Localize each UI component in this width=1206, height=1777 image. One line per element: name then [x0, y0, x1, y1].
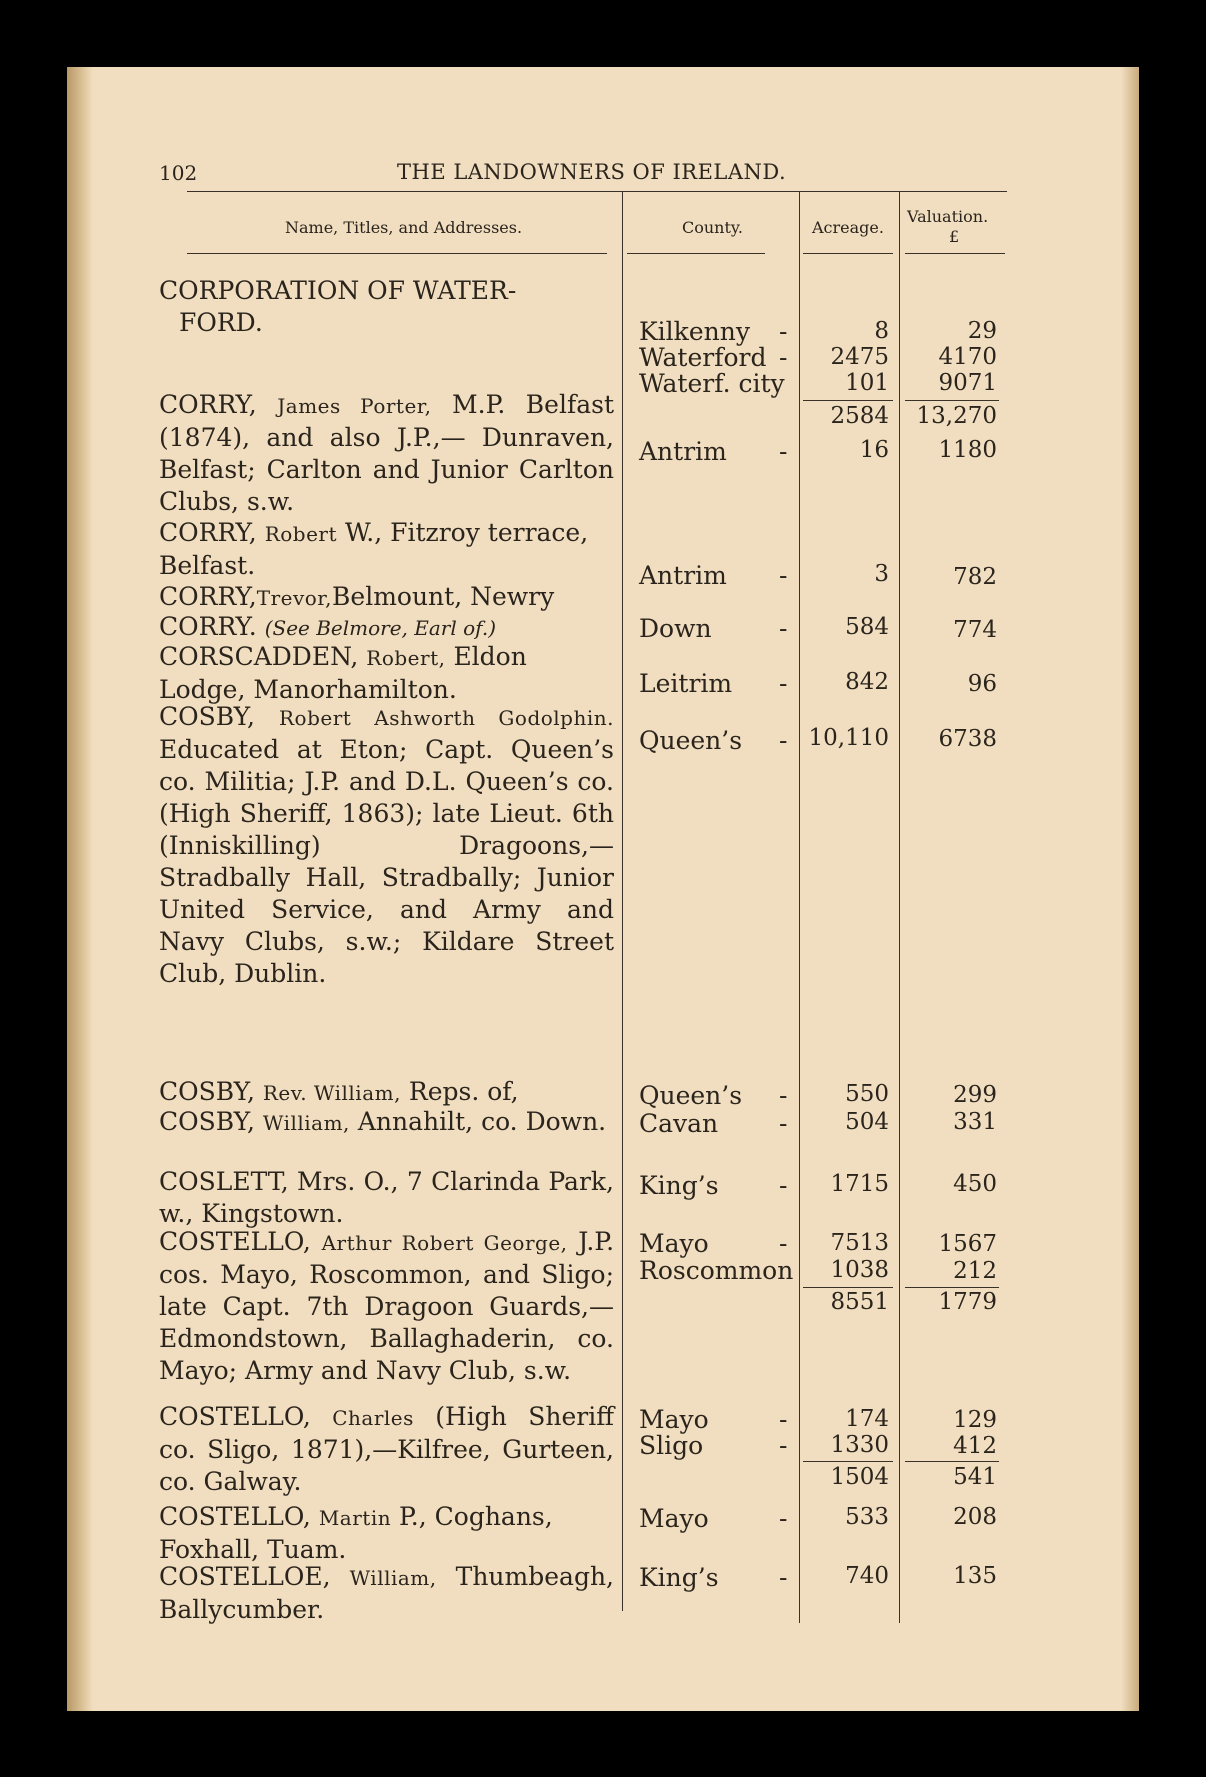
entry-rest: FORD. [179, 308, 263, 337]
column-rule-3 [899, 191, 900, 1623]
valuation-cell: 208 [953, 1504, 997, 1530]
valuation-cell: 450 [953, 1171, 997, 1197]
valuation-cell: 1180 [938, 437, 997, 463]
entry-rest: Educated at Eton; Capt. Queen’s co. Militia; J.P. and D.L. Queen’s co. (High Sheriff, 1863); late Lieut. 6th (Inniskilling) Dragoons,—Stradbally Hall, Stradbally; Junior United Service, and Army and Navy Clubs, s.w.; Kildare Street Club, Dublin. [159, 735, 614, 988]
entry-name [159, 1401, 614, 1498]
entry-given: Arthur Robert George, [321, 1231, 568, 1255]
entry-given: Trevor, [256, 586, 333, 610]
header-rule-name [187, 253, 607, 254]
acreage-cell: 533 [845, 1504, 889, 1530]
entry-name [159, 701, 614, 990]
valuation-cell: 135 [953, 1563, 997, 1589]
acreage-cell: 16 [859, 437, 889, 463]
entry-rest: M.P. Belfast (1874), and also J.P.,— Dunraven, Belfast; Carlton and Junior Carlton Clubs, s.w. [159, 390, 614, 516]
entry-surname: CORRY, [159, 582, 257, 611]
county-cell: Queen’s [639, 726, 743, 755]
entry-cross-reference: (See Belmore, Earl of.) [264, 616, 496, 640]
valuation-cell: 9071 [938, 370, 997, 396]
entry-surname: COSBY, [159, 1107, 255, 1136]
entry-name [159, 1076, 614, 1109]
entry-rest: W., Fitzroy terrace, Belfast. [159, 518, 589, 580]
entry-surname: CORRY. [159, 612, 257, 641]
county-cell: Kilkenny [639, 317, 750, 346]
county-dash: - [779, 669, 788, 698]
entry-given: Martin [318, 1506, 392, 1530]
acreage-total: 2584 [830, 403, 889, 429]
entry-name [159, 1166, 614, 1230]
entry-surname: COSTELLO, [159, 1227, 311, 1256]
running-title: THE LANDOWNERS OF IRELAND. [397, 160, 787, 184]
county-dash: - [779, 1431, 788, 1460]
acreage-cell: 101 [845, 370, 889, 396]
acreage-cell: 504 [845, 1109, 889, 1135]
entry-surname: CORSCADDEN, [159, 642, 359, 671]
acreage-cell: 1330 [830, 1432, 889, 1458]
acreage-total: 8551 [830, 1289, 889, 1315]
entry-rest: (High Sheriff co. Sligo, 1871),—Kilfree, Gurteen, co. Galway. [159, 1402, 614, 1496]
entry-rest: Eldon Lodge, Manorhamilton. [159, 642, 527, 704]
subtotal-rule [905, 1461, 999, 1462]
county-cell: Mayo [639, 1229, 709, 1258]
valuation-cell: 4170 [938, 344, 997, 370]
subtotal-rule [905, 400, 999, 401]
entry-surname: CORRY, [159, 390, 257, 419]
county-cell: King’s [639, 1171, 719, 1200]
entry-given: James Porter, [277, 394, 432, 418]
entry-rest: Reps. of, [408, 1077, 519, 1106]
valuation-cell: 6738 [938, 726, 997, 752]
acreage-cell: 1038 [830, 1257, 889, 1283]
subtotal-rule [803, 400, 893, 401]
county-cell: Mayo [639, 1405, 709, 1434]
county-cell: Queen’s [639, 1081, 743, 1110]
county-dash: - [779, 1504, 788, 1533]
entry-rest: Mrs. O., 7 Clarinda Park, w., Kingstown. [159, 1167, 615, 1228]
county-dash: - [779, 726, 788, 755]
entry-surname: CORPORATION OF WATER- [159, 276, 517, 305]
entry-given: William, [349, 1566, 437, 1590]
county-cell: Roscommon [639, 1256, 794, 1285]
county-dash: - [779, 561, 788, 590]
county-dash: - [779, 1563, 788, 1592]
county-cell: Antrim [639, 437, 727, 466]
column-header-county: County. [682, 218, 743, 237]
county-cell: Antrim [639, 561, 727, 590]
header-rule-valuation [905, 253, 1005, 254]
county-cell: Cavan [639, 1109, 719, 1138]
entry-name [159, 641, 614, 706]
entry-rest: J.P. cos. Mayo, Roscommon, and Sligo; late Capt. 7th Dragoon Guards,—Edmondstown, Ballaghaderin, co. Mayo; Army and Navy Club, s.w. [159, 1227, 615, 1385]
county-dash: - [779, 1229, 788, 1258]
entry-rest: Thumbeagh, Ballycumber. [159, 1562, 614, 1624]
valuation-cell: 782 [953, 564, 997, 590]
column-rule-2 [799, 191, 800, 1623]
subtotal-rule [803, 1461, 893, 1462]
entry-given: Charles [332, 1406, 414, 1430]
valuation-cell: 96 [967, 671, 997, 697]
entry-name [159, 389, 614, 518]
county-dash: - [779, 614, 788, 643]
entry-surname: CORRY, [159, 518, 257, 547]
header-top-rule [187, 191, 1007, 192]
county-cell: Waterford [639, 343, 767, 372]
county-dash: - [779, 317, 788, 346]
valuation-cell: 412 [953, 1433, 997, 1459]
county-dash: - [779, 1109, 788, 1138]
subtotal-rule [905, 1287, 999, 1288]
entry-surname: COSTELLO, [159, 1502, 311, 1531]
valuation-cell: 1567 [938, 1231, 997, 1257]
valuation-total: 541 [953, 1464, 997, 1490]
header-rule-county [627, 253, 765, 254]
valuation-cell: 331 [953, 1109, 997, 1135]
column-header-acreage: Acreage. [812, 218, 884, 237]
subtotal-rule [803, 1287, 893, 1288]
entry-surname: COSLETT, [159, 1167, 289, 1196]
county-dash: - [779, 1405, 788, 1434]
county-cell: Mayo [639, 1504, 709, 1533]
valuation-total: 13,270 [916, 403, 997, 429]
acreage-cell: 1715 [830, 1171, 889, 1197]
valuation-cell: 29 [967, 318, 997, 344]
entry-name [159, 1226, 614, 1387]
acreage-cell: 550 [845, 1081, 889, 1107]
acreage-cell: 584 [845, 614, 889, 640]
valuation-cell: 299 [953, 1082, 997, 1108]
entry-name [159, 517, 614, 582]
entry-surname: COSTELLO, [159, 1402, 311, 1431]
county-dash: - [779, 1081, 788, 1110]
entry-name [159, 1106, 614, 1139]
entry-rest: P., Coghans, Foxhall, Tuam. [159, 1502, 553, 1564]
acreage-cell: 3 [874, 561, 889, 587]
entry-surname: COSBY, [159, 1077, 255, 1106]
entry-name [159, 581, 614, 614]
county-dash: - [779, 1171, 788, 1200]
entry-rest: Annahilt, co. Down. [357, 1107, 607, 1136]
acreage-cell: 2475 [830, 344, 889, 370]
entry-name [159, 1501, 614, 1566]
valuation-total: 1779 [938, 1289, 997, 1315]
acreage-cell: 842 [845, 669, 889, 695]
entry-name [159, 611, 614, 644]
book-page [67, 67, 1139, 1711]
acreage-cell: 740 [845, 1563, 889, 1589]
entry-given: Robert, [366, 646, 446, 670]
entry-given: Robert [264, 522, 338, 546]
column-header-valuation-unit: £ [949, 227, 960, 246]
valuation-cell: 212 [953, 1258, 997, 1284]
acreage-total: 1504 [830, 1464, 889, 1490]
valuation-cell: 774 [953, 617, 997, 643]
entry-given: Rev. William, [262, 1081, 401, 1105]
entry-name [159, 275, 614, 339]
county-dash: - [779, 343, 788, 372]
acreage-cell: 8 [874, 318, 889, 344]
entry-surname: COSTELLOE, [159, 1562, 331, 1591]
entry-name [159, 1561, 614, 1626]
acreage-cell: 7513 [830, 1230, 889, 1256]
county-cell: King’s [639, 1563, 719, 1592]
acreage-cell: 174 [845, 1406, 889, 1432]
county-cell: Down [639, 614, 712, 643]
entry-given: Robert Ashworth Godolphin. [278, 706, 614, 730]
column-header-valuation: Valuation. [907, 207, 989, 226]
county-cell: Leitrim [639, 669, 733, 698]
column-rule-1 [622, 191, 623, 1611]
header-rule-acreage [803, 253, 893, 254]
county-dash: - [779, 437, 788, 466]
entry-surname: COSBY, [159, 702, 255, 731]
entry-given: William, [262, 1111, 350, 1135]
acreage-cell: 10,110 [808, 725, 889, 751]
county-cell: Waterf. city [639, 369, 785, 398]
page-number: 102 [159, 161, 198, 185]
column-header-name: Name, Titles, and Addresses. [285, 218, 523, 237]
county-cell: Sligo [639, 1431, 704, 1460]
valuation-cell: 129 [953, 1407, 997, 1433]
entry-rest: Belmount, Newry [332, 582, 555, 611]
